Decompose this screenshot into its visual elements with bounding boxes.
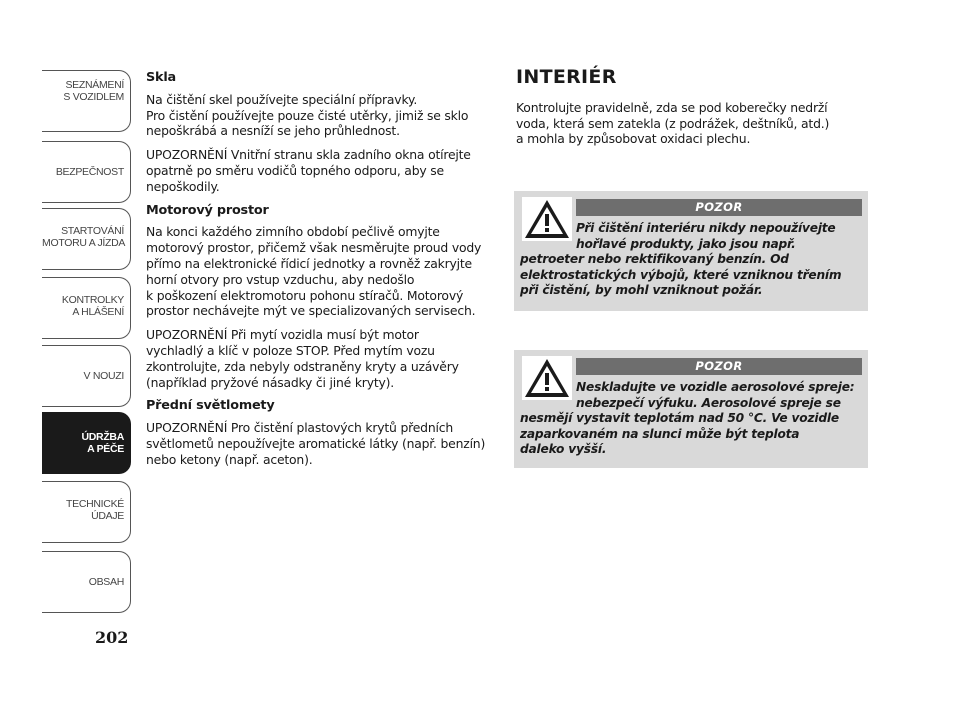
text-line: přímo na elektronické řídicí jednotky a rovněž zakryjte [146, 255, 472, 271]
tab-label: ÚDRŽBA [81, 431, 124, 443]
tab-label: STARTOVÁNÍ [61, 225, 124, 237]
tab-kontrolky[interactable] [42, 277, 131, 339]
tab-label: KONTROLKY [61, 294, 124, 306]
text-line: voda, která sem zatekla (z podrážek, deštníků, atd.) [516, 115, 830, 131]
text-line: zkontrolujte, zda nebyly odstraněny kryty a uzávěry [146, 358, 459, 374]
tab-label: A PÉČE [87, 443, 124, 455]
paragraph [146, 92, 496, 139]
text-line: hořlavé produkty, jako jsou např. [576, 236, 796, 251]
text-line: (například pryžové násadky či jiné kryty). [146, 374, 394, 390]
text-line: motorový prostor, přičemž však nesměrujte proud vody [146, 240, 482, 256]
warning-box [514, 350, 868, 468]
text-line: UPOZORNĚNÍ Pro čistění plastových krytů předních [146, 420, 453, 436]
tab-label: OBSAH [88, 576, 124, 588]
warning-label: POZOR [576, 199, 862, 216]
warning-text [520, 380, 864, 458]
text-line: vychladlý a klíč v poloze STOP. Před mytím vozu [146, 342, 435, 358]
page-number: 202 [95, 628, 129, 647]
tab-label: A HLÁŠENÍ [72, 306, 124, 318]
paragraph [146, 147, 496, 194]
text-line: petroeter nebo rektifikovaný benzín. Od [520, 252, 789, 266]
text-line: Při čištění interiéru nikdy nepoužívejte [576, 221, 836, 235]
text-line: nepoškodily. [146, 178, 220, 194]
text-line: Na čištění skel používejte speciální přípravky. [146, 91, 418, 107]
text-line: horní otvory pro vstup vzduchu, aby nedošlo [146, 271, 415, 287]
text-line: Pro čistění používejte pouze čisté utěrky, jimiž se sklo [146, 107, 469, 123]
section-heading-skla: Skla [146, 70, 176, 85]
right-column [516, 66, 866, 155]
text-line: nesmějí vystavit teplotám nad 50 °C. Ve vozidle [520, 411, 839, 425]
section-heading-motor: Motorový prostor [146, 202, 269, 218]
tab-startovani[interactable] [42, 208, 131, 270]
text-line: prostor nechávejte mýt ve specializovaných servisech. [146, 303, 476, 319]
paragraph [146, 420, 496, 467]
text-line: UPOZORNĚNÍ Při mytí vozidla musí být motor [146, 327, 419, 343]
text-line: UPOZORNĚNÍ Vnitřní stranu skla zadního okna otírejte [146, 147, 471, 163]
tab-label: BEZPEČNOST [55, 166, 124, 178]
tab-technicke[interactable] [42, 481, 131, 543]
text-line: k poškození elektromotoru pohonu stíračů. Motorový [146, 287, 464, 303]
warning-text [520, 221, 864, 299]
tab-label: S VOZIDLEM [63, 91, 124, 103]
tab-label: SEZNÁMENÍ [65, 79, 124, 91]
text-line: a mohla by způsobovat oxidaci plechu. [516, 131, 751, 147]
tab-v-nouzi[interactable] [42, 345, 131, 407]
warning-box [514, 191, 868, 311]
tab-label: ÚDAJE [91, 510, 124, 522]
text-line: nebo ketony (např. aceton). [146, 451, 313, 467]
text-line: Kontrolujte pravidelně, zda se pod koberečky nedrží [516, 99, 828, 115]
warning-label: POZOR [576, 358, 862, 375]
tab-label: TECHNICKÉ [66, 498, 124, 510]
paragraph [146, 224, 496, 319]
tab-udrzba[interactable] [42, 412, 131, 474]
paragraph [146, 327, 496, 390]
text-line: zaparkovaném na slunci může být teplota [520, 426, 800, 441]
left-column [146, 70, 496, 476]
tab-label: V NOUZI [83, 370, 124, 382]
text-line: Neskladujte ve vozidle aerosolové spreje: [576, 380, 855, 394]
section-heading-svetlomety: Přední světlomety [146, 398, 275, 414]
text-line: při čistění, by mohl vzniknout požár. [520, 283, 763, 297]
text-line: světlometů nepoužívejte aromatické látky (např. benzín) [146, 435, 486, 451]
text-line: nepoškrábá a nesníží se jeho průhlednost. [146, 123, 400, 139]
text-line: opatrně po směru vodičů topného odporu, aby se [146, 162, 444, 178]
paragraph [516, 100, 866, 147]
tab-obsah[interactable] [42, 551, 131, 613]
tab-seznameni[interactable] [42, 70, 131, 132]
tab-bezpecnost[interactable] [42, 141, 131, 203]
text-line: nebezpečí výfuku. Aerosolové spreje se [576, 395, 841, 410]
text-line: Na konci každého zimního období pečlivě omyjte [146, 224, 440, 240]
tab-label: MOTORU A JÍZDA [42, 237, 126, 249]
text-line: elektrostatických výbojů, které vzniknou třením [520, 267, 842, 282]
text-line: daleko vyšší. [520, 442, 607, 456]
section-title-interier: INTERIÉR [516, 66, 617, 88]
